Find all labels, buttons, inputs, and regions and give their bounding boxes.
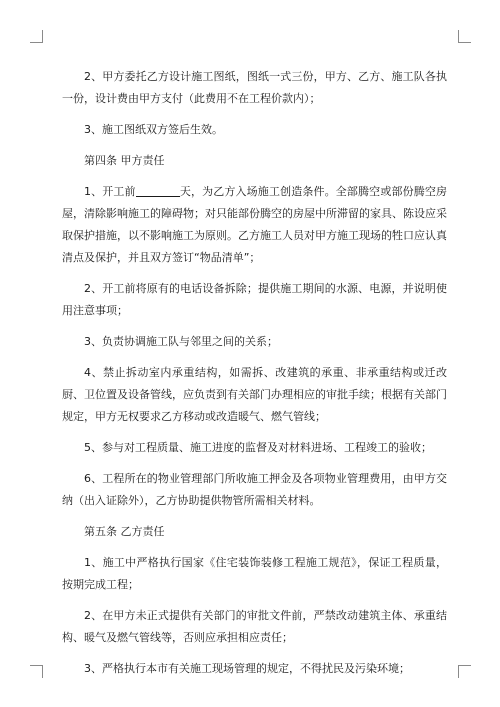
crop-mark-bottom-right: [458, 665, 471, 678]
paragraph-a-duty-1-start: 1、开工前: [84, 184, 136, 198]
paragraph-party-a-drawings: 2、甲方委托乙方设计施工图纸，图纸一式三份，甲方、乙方、施工队各执一份，设计费由甲方支付（此费用不在工程价款内）；: [62, 70, 447, 106]
paragraph-a-duty-1: [62, 181, 447, 270]
paragraph-b-duty-1: 1、施工中严格执行国家《住宅装饰装修工程施工规范》，保证工程质量，按期完成工程；: [62, 555, 447, 591]
heading-article-5: 第五条 乙方责任: [84, 524, 165, 538]
paragraph-a-duty-5: 5、参与对工程质量、施工进度的监督及对材料进场、工程竣工的验收；: [84, 441, 432, 454]
paragraph-a-duty-6: 6、工程所在的物业管理部门所收施工押金及各项物业管理费用，由甲方交纳（出入证除外），乙方协助提供物管所需相关材料。: [62, 471, 447, 507]
document-body: [62, 66, 447, 688]
paragraph-b-duty-3: 3、严格执行本市有关施工现场管理的规定，不得扰民及污染环境；: [84, 661, 410, 675]
crop-mark-top-left: [30, 30, 43, 43]
paragraph-a-duty-3: 3、负责协调施工队与邻里之间的关系；: [84, 335, 278, 348]
fill-in-blank: [136, 184, 180, 197]
paragraph-a-duty-1-rest: 天，为乙方入场施工创造条件。全部腾空或部份腾空房屋，清除影响施工的障碍物；对只能部份腾空的房屋中所滞留的家具、陈设应采取保护措施，以不影响施工为原则。乙方施工人员对甲方施工现场的牲口应认真清点及保护，并且双方签订“物品清单”；: [62, 184, 448, 265]
crop-mark-top-right: [458, 30, 471, 43]
heading-article-4: 第四条 甲方责任: [84, 153, 165, 167]
paragraph-a-duty-2: 2、开工前将原有的电话设备拆除；提供施工期间的水源、电源，并说明使用注意事项；: [62, 282, 447, 318]
paragraph-b-duty-2: 2、在甲方未正式提供有关部门的审批文件前，严禁改动建筑主体、承重结构、暖气及燃气管线等，否则应承担相应责任；: [62, 608, 447, 644]
paragraph-drawings-effective: 3、施工图纸双方签后生效。: [84, 123, 223, 136]
paragraph-a-duty-4: 4、禁止拆动室内承重结构，如需拆、改建筑的承重、非承重结构或迁改厨、卫位置及设备管线，应负责到有关部门办理相应的审批手续；根据有关部门规定，甲方无权要求乙方移动或改造暖气、燃气管线；: [62, 365, 447, 424]
crop-mark-bottom-left: [30, 665, 43, 678]
